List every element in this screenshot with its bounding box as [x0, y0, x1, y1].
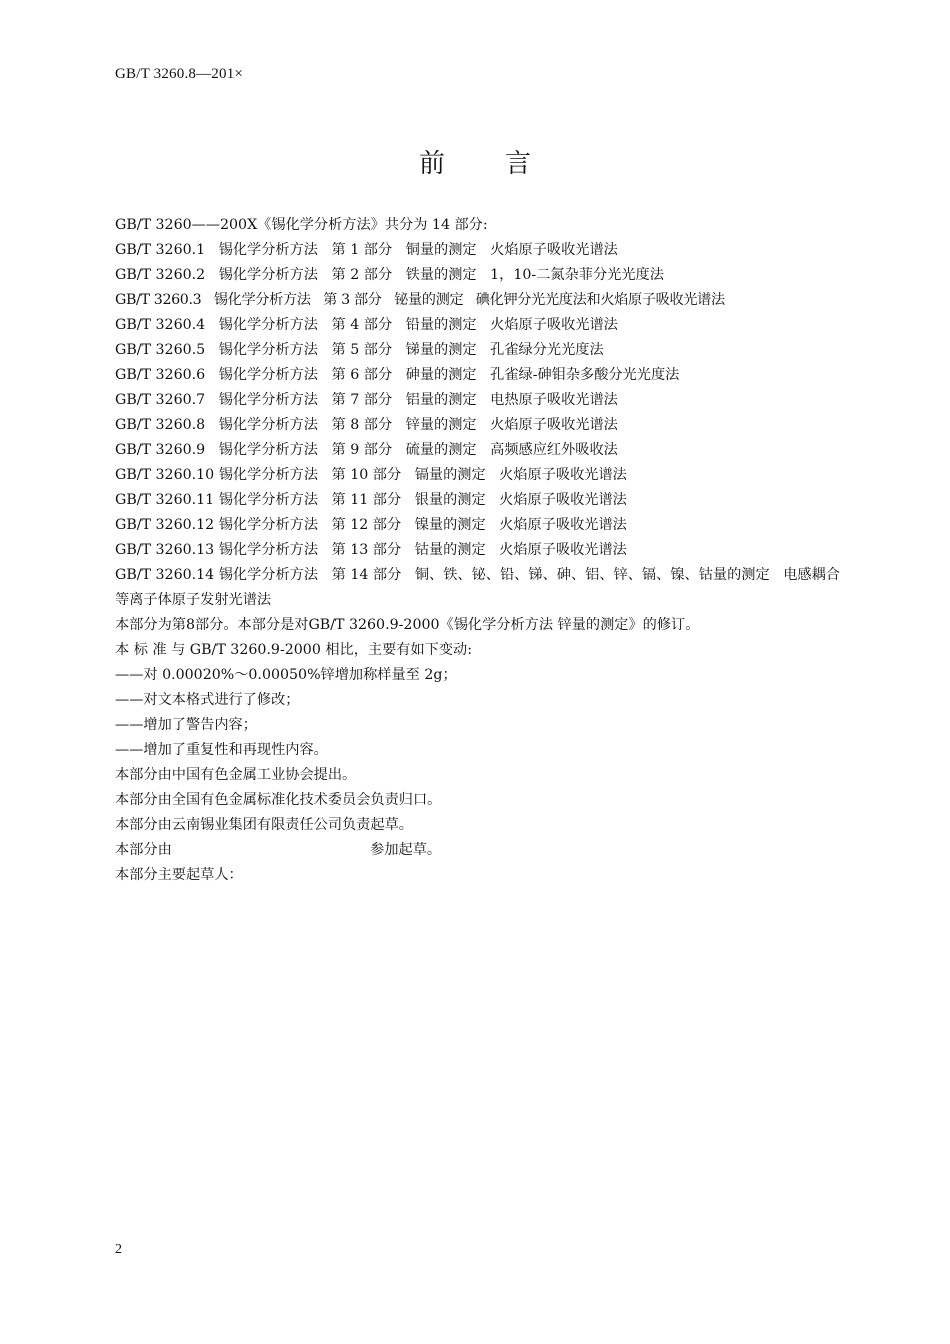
closing-line: 本部分由全国有色金属标准化技术委员会负责归口。	[115, 792, 442, 808]
revision-note: 本部分为第8部分。本部分是对GB/T 3260.9-2000《锡化学分析方法 锌量的测定》的修订。	[115, 617, 700, 633]
title-char-1: 前	[418, 149, 445, 179]
part-line: GB/T 3260.6 锡化学分析方法 第 6 部分 砷量的测定 孔雀绿-砷钼杂多酸分光光度法	[115, 367, 680, 383]
title-char-2: 言	[505, 149, 532, 179]
part-line: GB/T 3260.3 锡化学分析方法 第 3 部分 铋量的测定 碘化钾分光光度法和火焰原子吸收光谱法	[115, 292, 725, 308]
closing-line: 本部分由 参加起草。	[115, 842, 442, 858]
intro-line: GB/T 3260——200X《锡化学分析方法》共分为 14 部分:	[115, 217, 488, 233]
standard-code-header: GB/T 3260.8—201×	[115, 66, 244, 82]
change-item: ——增加了警告内容；	[115, 717, 257, 733]
page-number: 2	[115, 1242, 122, 1257]
foreword-body	[115, 213, 840, 888]
change-item: ——对文本格式进行了修改；	[115, 692, 300, 708]
closing-line: 本部分主要起草人：	[115, 867, 243, 883]
change-item: ——对 0.00020%～0.00050%锌增加称样量至 2g；	[115, 667, 457, 683]
closing-line: 本部分由云南锡业集团有限责任公司负责起草。	[115, 817, 413, 833]
part-line: GB/T 3260.4 锡化学分析方法 第 4 部分 铅量的测定 火焰原子吸收光谱法	[115, 317, 618, 333]
closing-line: 本部分由中国有色金属工业协会提出。	[115, 767, 357, 783]
part-line: GB/T 3260.11 锡化学分析方法 第 11 部分 银量的测定 火焰原子吸收光谱法	[115, 492, 627, 508]
part-line: GB/T 3260.7 锡化学分析方法 第 7 部分 铝量的测定 电热原子吸收光谱法	[115, 392, 618, 408]
changes-intro: 本 标 准 与 GB/T 3260.9-2000 相比，主要有如下变动:	[115, 642, 473, 658]
part-line: GB/T 3260.12 锡化学分析方法 第 12 部分 镍量的测定 火焰原子吸收光谱法	[115, 517, 627, 533]
part-line: GB/T 3260.1 锡化学分析方法 第 1 部分 铜量的测定 火焰原子吸收光谱法	[115, 242, 618, 258]
page-title	[0, 146, 950, 182]
part-line: GB/T 3260.9 锡化学分析方法 第 9 部分 硫量的测定 高频感应红外吸收法	[115, 442, 618, 458]
part-line-14: GB/T 3260.14 锡化学分析方法 第 14 部分 铜、铁、铋、铅、锑、砷、铝、锌、镉、镍、钴量的测定 电感耦合等离子体原子发射光谱法	[115, 567, 840, 608]
change-item: ——增加了重复性和再现性内容。	[115, 742, 328, 758]
part-line: GB/T 3260.8 锡化学分析方法 第 8 部分 锌量的测定 火焰原子吸收光谱法	[115, 417, 618, 433]
part-line: GB/T 3260.13 锡化学分析方法 第 13 部分 钴量的测定 火焰原子吸收光谱法	[115, 542, 627, 558]
part-line: GB/T 3260.2 锡化学分析方法 第 2 部分 铁量的测定 1，10-二氮杂菲分光光度法	[115, 267, 664, 283]
part-line: GB/T 3260.10 锡化学分析方法 第 10 部分 镉量的测定 火焰原子吸收光谱法	[115, 467, 627, 483]
part-line: GB/T 3260.5 锡化学分析方法 第 5 部分 锑量的测定 孔雀绿分光光度法	[115, 342, 604, 358]
